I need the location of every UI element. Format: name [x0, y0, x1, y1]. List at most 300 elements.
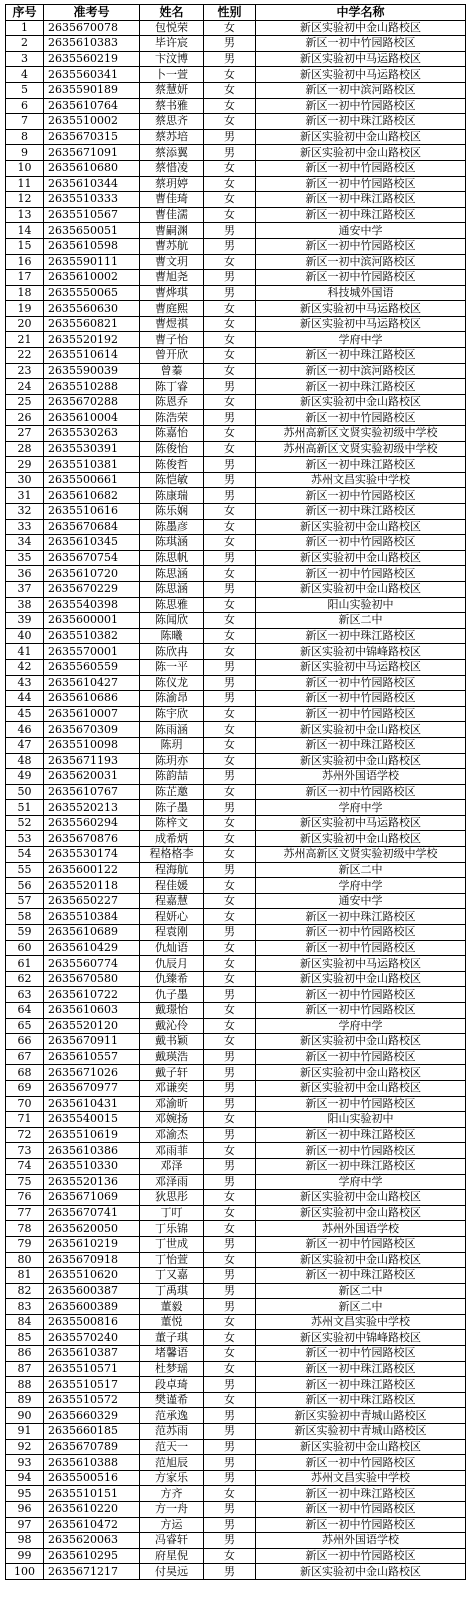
cell-school: 阳山实验初中: [256, 1112, 466, 1128]
cell-index: 8: [6, 129, 44, 145]
cell-exam-number: 2635510098: [44, 737, 140, 753]
cell-index: 13: [6, 207, 44, 223]
cell-name: 卞汶博: [140, 51, 204, 67]
cell-school: 新区一初中竹园路校区: [256, 691, 466, 707]
cell-name: 程海航: [140, 862, 204, 878]
cell-exam-number: 2635670078: [44, 20, 140, 36]
cell-exam-number: 2635620050: [44, 1221, 140, 1237]
table-row: [6, 909, 466, 925]
cell-name: 邓泽: [140, 1158, 204, 1174]
cell-school: 新区一初中珠江路校区: [256, 1377, 466, 1393]
table-row: [6, 1346, 466, 1362]
cell-index: 19: [6, 301, 44, 317]
table-row: [6, 98, 466, 114]
cell-exam-number: 2635560774: [44, 956, 140, 972]
header-index: 序号: [6, 5, 44, 21]
table-row: [6, 1439, 466, 1455]
cell-exam-number: 2635670315: [44, 129, 140, 145]
cell-gender: 女: [204, 1392, 256, 1408]
table-row: [6, 1158, 466, 1174]
cell-index: 55: [6, 862, 44, 878]
cell-exam-number: 2635610383: [44, 36, 140, 52]
cell-school: 新区一初中珠江路校区: [256, 909, 466, 925]
cell-gender: 男: [204, 925, 256, 941]
cell-exam-number: 2635510616: [44, 504, 140, 520]
cell-exam-number: 2635610603: [44, 1003, 140, 1019]
cell-exam-number: 2635510567: [44, 207, 140, 223]
cell-gender: 女: [204, 82, 256, 98]
table-row: [6, 270, 466, 286]
cell-school: 新区一初中竹园路校区: [256, 1236, 466, 1252]
cell-index: 59: [6, 925, 44, 941]
cell-exam-number: 2635550065: [44, 285, 140, 301]
cell-gender: 女: [204, 348, 256, 364]
cell-index: 99: [6, 1548, 44, 1564]
cell-gender: 女: [204, 628, 256, 644]
cell-exam-number: 2635610598: [44, 238, 140, 254]
table-row: [6, 597, 466, 613]
table-row: [6, 893, 466, 909]
cell-name: 陈俊怡: [140, 441, 204, 457]
cell-gender: 男: [204, 675, 256, 691]
cell-name: 陈浩荣: [140, 410, 204, 426]
cell-school: 新区实验初中锦峰路校区: [256, 644, 466, 660]
cell-exam-number: 2635671026: [44, 1065, 140, 1081]
cell-gender: 男: [204, 862, 256, 878]
table-row: [6, 426, 466, 442]
cell-exam-number: 2635610686: [44, 691, 140, 707]
cell-index: 96: [6, 1502, 44, 1518]
cell-school: 新区一初中滨河路校区: [256, 254, 466, 270]
cell-name: 陈仪龙: [140, 675, 204, 691]
cell-gender: 男: [204, 800, 256, 816]
cell-exam-number: 2635520136: [44, 1174, 140, 1190]
cell-exam-number: 2635500516: [44, 1470, 140, 1486]
table-row: [6, 940, 466, 956]
cell-gender: 男: [204, 1455, 256, 1471]
cell-name: 董子琪: [140, 1330, 204, 1346]
table-row: [6, 1236, 466, 1252]
cell-exam-number: 2635610720: [44, 566, 140, 582]
cell-index: 64: [6, 1003, 44, 1019]
cell-school: 科技城外国语: [256, 285, 466, 301]
cell-school: 新区实验初中金山路校区: [256, 1034, 466, 1050]
cell-gender: 女: [204, 566, 256, 582]
cell-exam-number: 2635670309: [44, 722, 140, 738]
cell-exam-number: 2635660329: [44, 1408, 140, 1424]
cell-school: 新区实验初中金山路校区: [256, 1080, 466, 1096]
cell-exam-number: 2635510620: [44, 1268, 140, 1284]
table-row: [6, 550, 466, 566]
cell-exam-number: 2635610764: [44, 98, 140, 114]
cell-school: 新区一初中珠江路校区: [256, 1158, 466, 1174]
cell-exam-number: 2635610295: [44, 1548, 140, 1564]
cell-index: 3: [6, 51, 44, 67]
cell-school: 新区一初中竹园路校区: [256, 1548, 466, 1564]
cell-gender: 女: [204, 909, 256, 925]
cell-school: 新区实验初中金山路校区: [256, 971, 466, 987]
cell-gender: 女: [204, 363, 256, 379]
cell-gender: 男: [204, 410, 256, 426]
cell-name: 陈梓文: [140, 815, 204, 831]
table-row: [6, 488, 466, 504]
cell-name: 陈雨涵: [140, 722, 204, 738]
cell-name: 戴子轩: [140, 1065, 204, 1081]
cell-gender: 女: [204, 893, 256, 909]
cell-school: 新区一初中珠江路校区: [256, 1268, 466, 1284]
cell-exam-number: 2635670741: [44, 1205, 140, 1221]
table-row: [6, 519, 466, 535]
cell-school: 新区一初中滨河路校区: [256, 363, 466, 379]
cell-name: 陈思涵: [140, 581, 204, 597]
cell-exam-number: 2635510517: [44, 1377, 140, 1393]
cell-school: 苏州高新区文贤实验初级中学校: [256, 441, 466, 457]
cell-school: 新区一初中竹园路校区: [256, 36, 466, 52]
cell-gender: 女: [204, 535, 256, 551]
table-row: [6, 1361, 466, 1377]
cell-exam-number: 2635610344: [44, 176, 140, 192]
cell-school: 新区一初中珠江路校区: [256, 1361, 466, 1377]
cell-index: 91: [6, 1424, 44, 1440]
cell-gender: 女: [204, 613, 256, 629]
cell-gender: 女: [204, 20, 256, 36]
cell-exam-number: 2635610220: [44, 1502, 140, 1518]
table-row: [6, 1190, 466, 1206]
cell-exam-number: 2635670918: [44, 1252, 140, 1268]
cell-name: 董毅: [140, 1299, 204, 1315]
table-row: [6, 831, 466, 847]
table-row: [6, 145, 466, 161]
cell-index: 65: [6, 1018, 44, 1034]
cell-exam-number: 2635671193: [44, 753, 140, 769]
cell-name: 邓渝杰: [140, 1127, 204, 1143]
cell-name: 冯睿轩: [140, 1533, 204, 1549]
cell-exam-number: 2635590189: [44, 82, 140, 98]
cell-exam-number: 2635670789: [44, 1439, 140, 1455]
cell-name: 陈思雅: [140, 597, 204, 613]
cell-name: 陈一平: [140, 659, 204, 675]
cell-gender: 女: [204, 722, 256, 738]
cell-name: 戴书颖: [140, 1034, 204, 1050]
cell-exam-number: 2635500816: [44, 1314, 140, 1330]
cell-index: 14: [6, 223, 44, 239]
cell-index: 72: [6, 1127, 44, 1143]
cell-name: 范天一: [140, 1439, 204, 1455]
cell-index: 81: [6, 1268, 44, 1284]
cell-school: 新区一初中竹园路校区: [256, 940, 466, 956]
cell-school: 新区一初中滨河路校区: [256, 82, 466, 98]
cell-name: 曾蓁: [140, 363, 204, 379]
table-row: [6, 1252, 466, 1268]
table-row: [6, 659, 466, 675]
cell-school: 学府中学: [256, 332, 466, 348]
cell-exam-number: 2635610472: [44, 1517, 140, 1533]
cell-school: 新区一初中珠江路校区: [256, 504, 466, 520]
cell-index: 68: [6, 1065, 44, 1081]
cell-name: 陈思帆: [140, 550, 204, 566]
cell-name: 丁又嘉: [140, 1268, 204, 1284]
cell-exam-number: 2635520213: [44, 800, 140, 816]
cell-school: 新区一初中竹园路校区: [256, 1346, 466, 1362]
cell-name: 仇臻希: [140, 971, 204, 987]
cell-name: 陈琪涵: [140, 535, 204, 551]
table-row: [6, 472, 466, 488]
cell-gender: 女: [204, 753, 256, 769]
cell-gender: 女: [204, 98, 256, 114]
cell-index: 32: [6, 504, 44, 520]
cell-school: 新区实验初中金山路校区: [256, 145, 466, 161]
cell-gender: 男: [204, 550, 256, 566]
cell-school: 新区一初中珠江路校区: [256, 192, 466, 208]
cell-index: 7: [6, 114, 44, 130]
cell-name: 程佳媛: [140, 878, 204, 894]
cell-exam-number: 2635560630: [44, 301, 140, 317]
cell-exam-number: 2635670876: [44, 831, 140, 847]
cell-gender: 男: [204, 1424, 256, 1440]
cell-index: 60: [6, 940, 44, 956]
table-row: [6, 1517, 466, 1533]
cell-index: 1: [6, 20, 44, 36]
cell-name: 陈宇欣: [140, 706, 204, 722]
header-school: 中学名称: [256, 5, 466, 21]
cell-exam-number: 2635510382: [44, 628, 140, 644]
cell-gender: 男: [204, 1065, 256, 1081]
table-row: [6, 847, 466, 863]
table-row: [6, 1502, 466, 1518]
cell-gender: 女: [204, 597, 256, 613]
cell-gender: 男: [204, 1268, 256, 1284]
cell-school: 新区一初中竹园路校区: [256, 238, 466, 254]
cell-index: 15: [6, 238, 44, 254]
cell-exam-number: 2635671217: [44, 1564, 140, 1580]
cell-index: 6: [6, 98, 44, 114]
cell-exam-number: 2635510384: [44, 909, 140, 925]
cell-exam-number: 2635560559: [44, 659, 140, 675]
cell-index: 97: [6, 1517, 44, 1533]
cell-gender: 女: [204, 815, 256, 831]
cell-name: 曹旭尧: [140, 270, 204, 286]
cell-school: 学府中学: [256, 878, 466, 894]
table-row: [6, 956, 466, 972]
cell-school: 新区一初中珠江路校区: [256, 1127, 466, 1143]
cell-school: 新区实验初中马运路校区: [256, 316, 466, 332]
cell-index: 34: [6, 535, 44, 551]
cell-gender: 女: [204, 394, 256, 410]
cell-gender: 女: [204, 1034, 256, 1050]
table-row: [6, 1455, 466, 1471]
cell-school: 新区一初中珠江路校区: [256, 457, 466, 473]
cell-exam-number: 2635560341: [44, 67, 140, 83]
cell-index: 16: [6, 254, 44, 270]
table-row: [6, 581, 466, 597]
cell-name: 仇灿语: [140, 940, 204, 956]
cell-name: 陈欣冉: [140, 644, 204, 660]
cell-school: 新区实验初中金山路校区: [256, 831, 466, 847]
cell-index: 21: [6, 332, 44, 348]
table-row: [6, 971, 466, 987]
cell-name: 陈墨彦: [140, 519, 204, 535]
cell-school: 阳山实验初中: [256, 597, 466, 613]
cell-name: 范苏雨: [140, 1424, 204, 1440]
cell-school: 新区实验初中金山路校区: [256, 722, 466, 738]
cell-index: 93: [6, 1455, 44, 1471]
cell-gender: 男: [204, 51, 256, 67]
cell-name: 陈俊哲: [140, 457, 204, 473]
table-header: [6, 5, 466, 21]
cell-school: 新区实验初中金山路校区: [256, 550, 466, 566]
cell-name: 丁世成: [140, 1236, 204, 1252]
cell-gender: 女: [204, 940, 256, 956]
cell-index: 38: [6, 597, 44, 613]
cell-name: 丁禹琪: [140, 1283, 204, 1299]
table-row: [6, 1018, 466, 1034]
cell-name: 陈子墨: [140, 800, 204, 816]
cell-gender: 女: [204, 644, 256, 660]
table-row: [6, 504, 466, 520]
cell-name: 陈乐娴: [140, 504, 204, 520]
cell-name: 程袁刚: [140, 925, 204, 941]
cell-exam-number: 2635570240: [44, 1330, 140, 1346]
cell-school: 新区一初中竹园路校区: [256, 925, 466, 941]
cell-name: 方家乐: [140, 1470, 204, 1486]
cell-gender: 女: [204, 1143, 256, 1159]
cell-index: 62: [6, 971, 44, 987]
cell-name: 陈闻欣: [140, 613, 204, 629]
cell-index: 71: [6, 1112, 44, 1128]
cell-school: 新区二中: [256, 862, 466, 878]
cell-school: 新区实验初中金山路校区: [256, 1252, 466, 1268]
table-row: [6, 1065, 466, 1081]
table-row: [6, 784, 466, 800]
cell-gender: 女: [204, 706, 256, 722]
cell-school: 学府中学: [256, 1174, 466, 1190]
cell-gender: 女: [204, 254, 256, 270]
cell-gender: 女: [204, 1361, 256, 1377]
header-gender: 性别: [204, 5, 256, 21]
cell-name: 杜梦瑶: [140, 1361, 204, 1377]
cell-gender: 女: [204, 426, 256, 442]
cell-school: 新区实验初中金山路校区: [256, 20, 466, 36]
cell-gender: 男: [204, 472, 256, 488]
cell-name: 戴瑛浩: [140, 1049, 204, 1065]
cell-gender: 女: [204, 1205, 256, 1221]
cell-school: 新区一初中竹园路校区: [256, 1143, 466, 1159]
cell-index: 83: [6, 1299, 44, 1315]
cell-name: 包悦荣: [140, 20, 204, 36]
cell-name: 陈嘉怡: [140, 426, 204, 442]
cell-school: 新区二中: [256, 613, 466, 629]
cell-index: 43: [6, 675, 44, 691]
cell-exam-number: 2635510288: [44, 379, 140, 395]
cell-gender: 女: [204, 207, 256, 223]
cell-exam-number: 2635560294: [44, 815, 140, 831]
cell-school: 新区一初中竹园路校区: [256, 410, 466, 426]
cell-index: 41: [6, 644, 44, 660]
cell-name: 成希炳: [140, 831, 204, 847]
cell-name: 府星倪: [140, 1548, 204, 1564]
cell-name: 曹庭熙: [140, 301, 204, 317]
cell-school: 新区实验初中金山路校区: [256, 1205, 466, 1221]
table-row: [6, 1424, 466, 1440]
cell-index: 33: [6, 519, 44, 535]
cell-name: 蔡惜凌: [140, 160, 204, 176]
cell-exam-number: 2635610767: [44, 784, 140, 800]
cell-name: 段卓琦: [140, 1377, 204, 1393]
cell-gender: 女: [204, 1252, 256, 1268]
cell-school: 苏州文昌实验中学校: [256, 472, 466, 488]
cell-gender: 男: [204, 145, 256, 161]
table-row: [6, 207, 466, 223]
cell-exam-number: 2635610387: [44, 1346, 140, 1362]
cell-name: 范承逸: [140, 1408, 204, 1424]
cell-school: 新区一初中竹园路校区: [256, 176, 466, 192]
cell-exam-number: 2635510614: [44, 348, 140, 364]
cell-index: 44: [6, 691, 44, 707]
cell-exam-number: 2635510333: [44, 192, 140, 208]
table-row: [6, 332, 466, 348]
cell-gender: 男: [204, 1174, 256, 1190]
cell-exam-number: 2635600387: [44, 1283, 140, 1299]
cell-exam-number: 2635610557: [44, 1049, 140, 1065]
cell-index: 82: [6, 1283, 44, 1299]
table-row: [6, 285, 466, 301]
table-row: [6, 238, 466, 254]
table-row: [6, 1112, 466, 1128]
cell-exam-number: 2635650227: [44, 893, 140, 909]
cell-exam-number: 2635610004: [44, 410, 140, 426]
cell-name: 邓婉扬: [140, 1112, 204, 1128]
table-row: [6, 348, 466, 364]
cell-exam-number: 2635610427: [44, 675, 140, 691]
cell-school: 新区实验初中金山路校区: [256, 581, 466, 597]
table-row: [6, 36, 466, 52]
cell-gender: 男: [204, 36, 256, 52]
cell-gender: 女: [204, 956, 256, 972]
cell-name: 范旭辰: [140, 1455, 204, 1471]
cell-exam-number: 2635610689: [44, 925, 140, 941]
cell-gender: 女: [204, 160, 256, 176]
cell-exam-number: 2635650051: [44, 223, 140, 239]
cell-gender: 女: [204, 1221, 256, 1237]
cell-index: 73: [6, 1143, 44, 1159]
cell-index: 46: [6, 722, 44, 738]
cell-name: 曹嗣渊: [140, 223, 204, 239]
header-exam-number: 准考号: [44, 5, 140, 21]
cell-gender: 男: [204, 129, 256, 145]
cell-index: 95: [6, 1486, 44, 1502]
cell-gender: 男: [204, 1439, 256, 1455]
cell-exam-number: 2635670977: [44, 1080, 140, 1096]
cell-index: 17: [6, 270, 44, 286]
cell-index: 80: [6, 1252, 44, 1268]
cell-name: 程妍心: [140, 909, 204, 925]
cell-school: 通安中学: [256, 223, 466, 239]
cell-gender: 男: [204, 1377, 256, 1393]
cell-gender: 女: [204, 301, 256, 317]
cell-gender: 男: [204, 379, 256, 395]
cell-name: 蔡苏培: [140, 129, 204, 145]
cell-exam-number: 2635510002: [44, 114, 140, 130]
cell-name: 卜一萱: [140, 67, 204, 83]
cell-gender: 女: [204, 1346, 256, 1362]
table-row: [6, 644, 466, 660]
cell-exam-number: 2635670229: [44, 581, 140, 597]
cell-name: 曹烨琪: [140, 285, 204, 301]
cell-school: 新区一初中竹园路校区: [256, 160, 466, 176]
cell-index: 29: [6, 457, 44, 473]
table-row: [6, 379, 466, 395]
cell-index: 39: [6, 613, 44, 629]
